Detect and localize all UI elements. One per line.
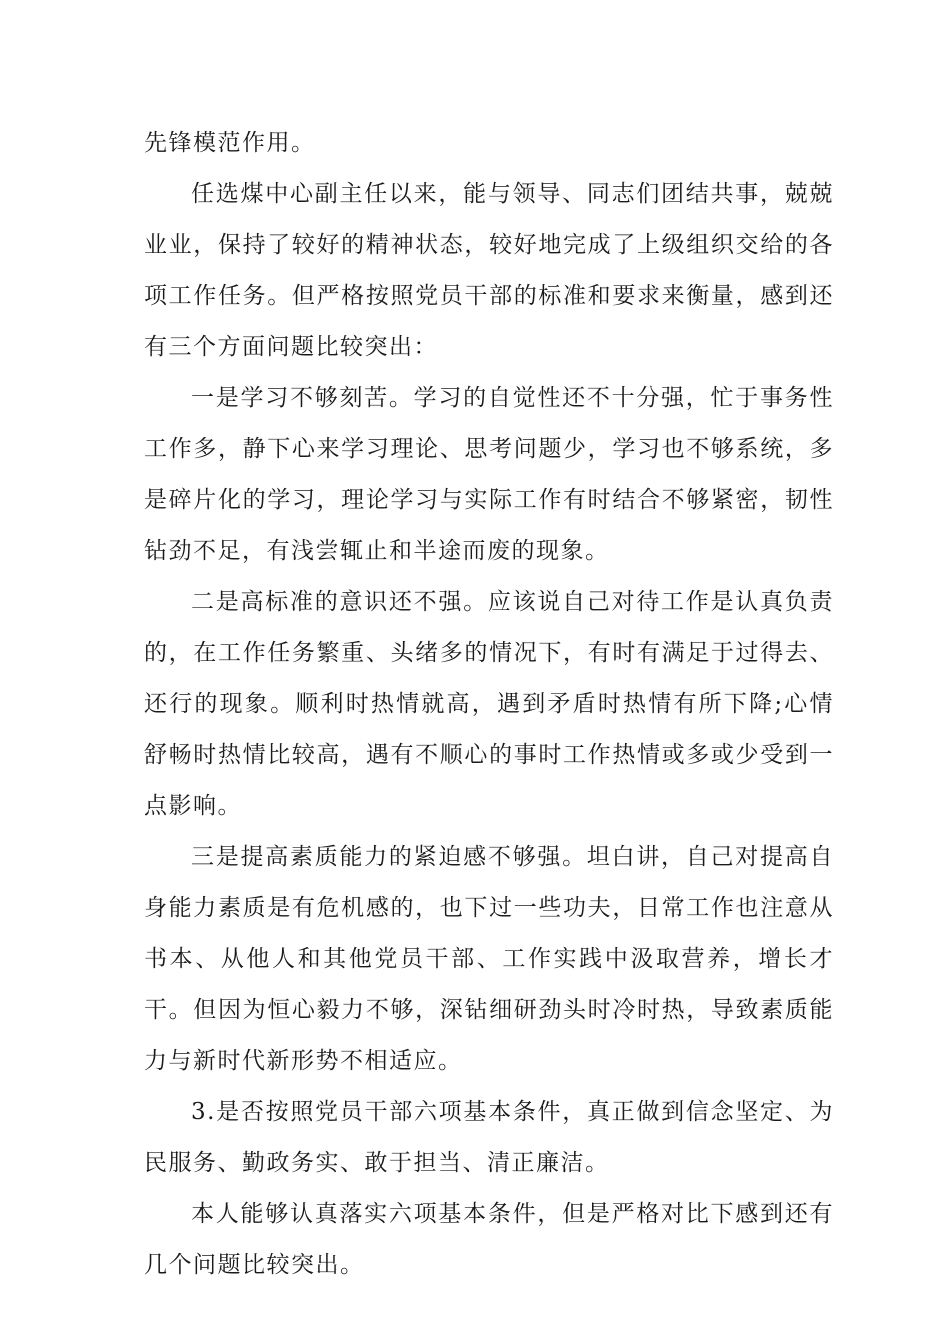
paragraph-section-three-intro: 本人能够认真落实六项基本条件，但是严格对比下感到还有几个问题比较突出。 <box>144 1201 834 1278</box>
paragraph-issue-three: 三是提高素质能力的紧迫感不够强。坦白讲，自己对提高自身能力素质是有危机感的，也下过一些功夫，日常工作也注意从书本、从他人和其他党员干部、工作实践中汲取营养，增长才干。但因为恒心毅力不够，深钻细研劲头时冷时热，导致素质能力与新时代新形势不相适应。 <box>144 844 834 1074</box>
paragraph-self-assessment-intro: 任选煤中心副主任以来，能与领导、同志们团结共事，兢兢业业，保持了较好的精神状态，较好地完成了上级组织交给的各项工作任务。但严格按照党员干部的标准和要求来衡量，感到还有三个方面问题比较突出： <box>144 181 834 360</box>
paragraph-issue-one: 一是学习不够刻苦。学习的自觉性还不十分强，忙于事务性工作多，静下心来学习理论、思考问题少，学习也不够系统，多是碎片化的学习，理论学习与实际工作有时结合不够紧密，韧性钻劲不足，有浅尝辄止和半途而废的现象。 <box>144 385 834 564</box>
paragraph-section-three-heading: 3.是否按照党员干部六项基本条件，真正做到信念坚定、为民服务、勤政务实、敢于担当、清正廉洁。 <box>144 1099 834 1176</box>
document-body <box>144 118 834 1291</box>
paragraph-continuation: 先锋模范作用。 <box>144 130 316 156</box>
paragraph-issue-two: 二是高标准的意识还不强。应该说自己对待工作是认真负责的，在工作任务繁重、头绪多的情况下，有时有满足于过得去、还行的现象。顺利时热情就高，遇到矛盾时热情有所下降;心情舒畅时热情比较高，遇有不顺心的事时工作热情或多或少受到一点影响。 <box>144 589 834 819</box>
